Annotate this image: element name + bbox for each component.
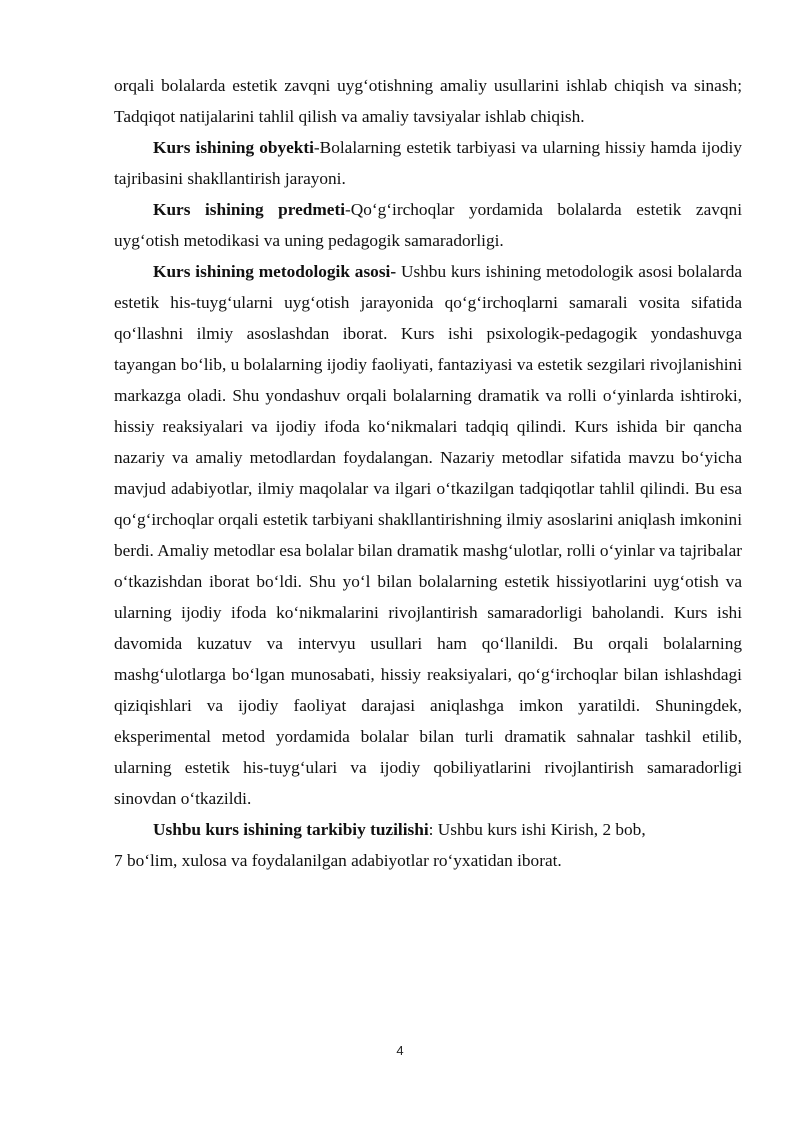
paragraph-predmet (114, 194, 742, 256)
document-body (114, 70, 742, 876)
tuzilish-text-line1: : Ushbu kurs ishi Kirish, 2 bob, (428, 820, 646, 839)
intro-text: orqali bolalarda estetik zavqni uyg‘otishning amaliy usullarini ishlab chiqish va sinash; Tadqiqot natijalarini tahlil qilish va amaliy tavsiyalar ishlab chiqish. (114, 76, 742, 126)
page-number: 4 (396, 1043, 404, 1058)
metodologik-text: Ushbu kurs ishining metodologik asosi bolalarda estetik his-tuyg‘ularni uyg‘otish jarayonida qo‘g‘irchoqlarni samarali vosita sifatida qo‘llashni ilmiy asoslashdan iborat. Kurs ishi psixologik-pedagogik yondashuvga tayangan bo‘lib, u bolalarning ijodiy faoliyati, fantaziyasi va estetik sezgilari rivojlanishini markazga oladi. Shu yondashuv orqali bolalarning dramatik va rolli o‘yinlarda ishtiroki, hissiy reaksiyalari va ijodiy ifoda ko‘nikmalari tadqiq qilindi. Kurs ishida bir qancha nazariy va amaliy metodlardan foydalangan. Nazariy metodlar sifatida mavzu bo‘yicha mavjud adabiyotlar, ilmiy maqolalar va ilgari o‘tkazilgan tadqiqotlar tahlil qilindi. Bu esa qo‘g‘irchoqlar orqali estetik tarbiyani shakllantirishning ilmiy asoslarini aniqlash imkonini berdi. Amaliy metodlar esa bolalar bilan dramatik mashg‘ulotlar, rolli o‘yinlar va tajribalar o‘tkazishdan iborat bo‘ldi. Shu yo‘l bilan bolalarning estetik hissiyotlarini uyg‘otish va ularning ijodiy ifoda ko‘nikmalarini rivojlantirish samaradorligi baholandi. Kurs ishi davomida kuzatuv va intervyu usullari ham qo‘llanildi. Bu orqali bolalarning mashg‘ulotlarga bo‘lgan munosabati, hissiy reaksiyalari, qo‘g‘irchoqlar bilan ishlashdagi qiziqishlari va ijodiy faoliyat darajasi aniqlashga imkon yaratildi. Shuningdek, eksperimental metod yordamida bolalar bilan turli dramatik sahnalar tashkil etilib, ularning estetik his-tuyg‘ulari va ijodiy qobiliyatlarini rivojlantirish samaradorligi sinovdan o‘tkazildi. (114, 262, 743, 808)
paragraph-metodologik (114, 256, 742, 814)
tuzilish-heading: Ushbu kurs ishining tarkibiy tuzilishi (153, 820, 429, 839)
predmet-text: -Qo‘g‘irchoqlar yordamida bolalarda estetik zavqni uyg‘otish metodikasi va uning pedagogik samaradorligi. (114, 200, 742, 250)
paragraph-tuzilish-continued (114, 845, 742, 876)
paragraph-tuzilish (114, 814, 742, 845)
obyekt-heading: Kurs ishining obyekti (153, 138, 314, 157)
predmet-heading: Kurs ishining predmeti (153, 200, 346, 219)
paragraph-obyekt (114, 132, 742, 194)
paragraph-intro (114, 70, 742, 132)
metodologik-heading: Kurs ishining metodologik asosi- (153, 262, 397, 281)
obyekt-text: -Bolalarning estetik tarbiyasi va ularning hissiy hamda ijodiy tajribasini shakllantirish jarayoni. (114, 138, 742, 188)
tuzilish-text-line2: 7 bo‘lim, xulosa va foydalanilgan adabiyotlar ro‘yxatidan iborat. (114, 851, 562, 870)
